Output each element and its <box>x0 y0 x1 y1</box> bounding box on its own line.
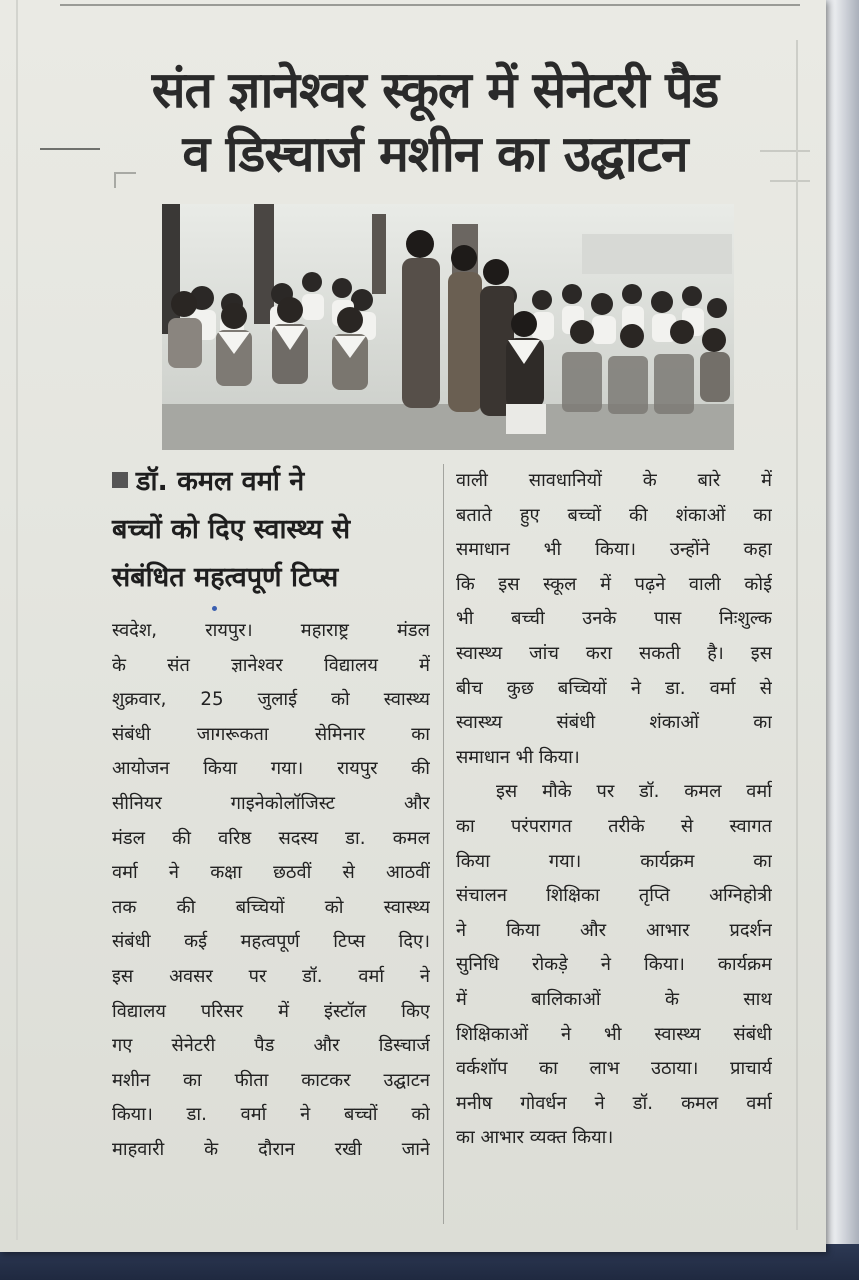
body-line: किया। डा. वर्मा ने बच्चों को <box>112 1104 430 1126</box>
body-line: मंडल की वरिष्ठ सदस्य डा. कमल <box>112 827 430 849</box>
body-line: सुनिधि रोकड़े ने किया। कार्यक्रम <box>456 954 772 976</box>
body-line: का परंपरागत तरीके से स्वागत <box>456 815 772 837</box>
article-photo <box>162 204 734 450</box>
body-line: स्वास्थ्य जांच करा सकती है। इस <box>456 642 772 664</box>
right-column <box>456 464 772 1156</box>
headline-line-1: संत ज्ञानेश्वर स्कूल में सेनेटरी पैड <box>151 61 719 119</box>
body-line: मनीष गोवर्धन ने डॉ. कमल वर्मा <box>456 1092 772 1114</box>
left-column <box>112 614 430 1168</box>
body-line: समाधान भी किया। <box>456 746 580 768</box>
body-line: मशीन का फीता काटकर उद्घाटन <box>112 1069 430 1091</box>
body-line: इस अवसर पर डॉ. वर्मा ने <box>112 965 430 987</box>
body-line: कि इस स्कूल में पढ़ने वाली कोई <box>456 573 772 595</box>
body-line: भी बच्ची उनके पास निःशुल्क <box>456 608 772 630</box>
body-line: शिक्षिकाओं ने भी स्वास्थ्य संबंधी <box>456 1023 772 1045</box>
body-line: इस मौके पर डॉ. कमल वर्मा <box>496 781 772 803</box>
body-line: बताते हुए बच्चों की शंकाओं का <box>456 504 772 526</box>
subheadline-line-2: बच्चों को दिए स्वास्थ्य से <box>112 514 351 545</box>
pen-mark <box>212 606 217 611</box>
body-line: वर्कशॉप का लाभ उठाया। प्राचार्य <box>456 1058 772 1080</box>
body-line: वाली सावधानियों के बारे में <box>456 470 772 491</box>
body-line: गए सेनेटरी पैड और डिस्चार्ज <box>112 1035 430 1057</box>
subheadline-line-1: डॉ. कमल वर्मा ने <box>112 458 442 506</box>
body-line: आयोजन किया गया। रायपुर की <box>112 758 430 780</box>
subheadline <box>112 458 442 602</box>
subheadline-line-3: संबंधित महत्वपूर्ण टिप्स <box>112 562 339 593</box>
body-line: संबंधी कई महत्वपूर्ण टिप्स दिए। <box>112 931 430 953</box>
body-line: में बालिकाओं के साथ <box>456 988 772 1010</box>
top-rule <box>60 4 800 6</box>
bullet-square-icon <box>112 472 128 488</box>
body-line: किया गया। कार्यक्रम का <box>456 850 772 872</box>
body-line: विद्यालय परिसर में इंस्टॉल किए <box>112 1000 430 1022</box>
body-line: स्वास्थ्य संबंधी शंकाओं का <box>456 712 772 734</box>
body-line: तक की बच्चियों को स्वास्थ्य <box>112 896 430 918</box>
body-line: माहवारी के दौरान रखी जाने <box>112 1138 430 1160</box>
body-line: के संत ज्ञानेश्वर विद्यालय में <box>112 654 430 676</box>
body-line: स्वदेश, रायपुर। महाराष्ट्र मंडल <box>112 620 430 641</box>
column-divider <box>443 464 444 1224</box>
body-line: समाधान भी किया। उन्होंने कहा <box>456 539 772 561</box>
body-line: बीच कुछ बच्चियों ने डा. वर्मा से <box>456 677 772 699</box>
classroom-photo-illustration <box>162 204 734 450</box>
body-line: का आभार व्यक्त किया। <box>456 1127 614 1149</box>
body-line: संबंधी जागरूकता सेमिनार का <box>112 723 430 745</box>
body-line: सीनियर गाइनेकोलॉजिस्ट और <box>112 792 430 814</box>
body-line: शुक्रवार, 25 जुलाई को स्वास्थ्य <box>112 689 430 711</box>
headline-line-2: व डिस्चार्ज मशीन का उद्घाटन <box>182 125 688 183</box>
body-line: संचालन शिक्षिका तृप्ति अग्निहोत्री <box>456 885 772 907</box>
body-line: ने किया और आभार प्रदर्शन <box>456 919 772 941</box>
body-line: वर्मा ने कक्षा छठवीं से आठवीं <box>112 862 430 884</box>
headline <box>70 58 800 186</box>
